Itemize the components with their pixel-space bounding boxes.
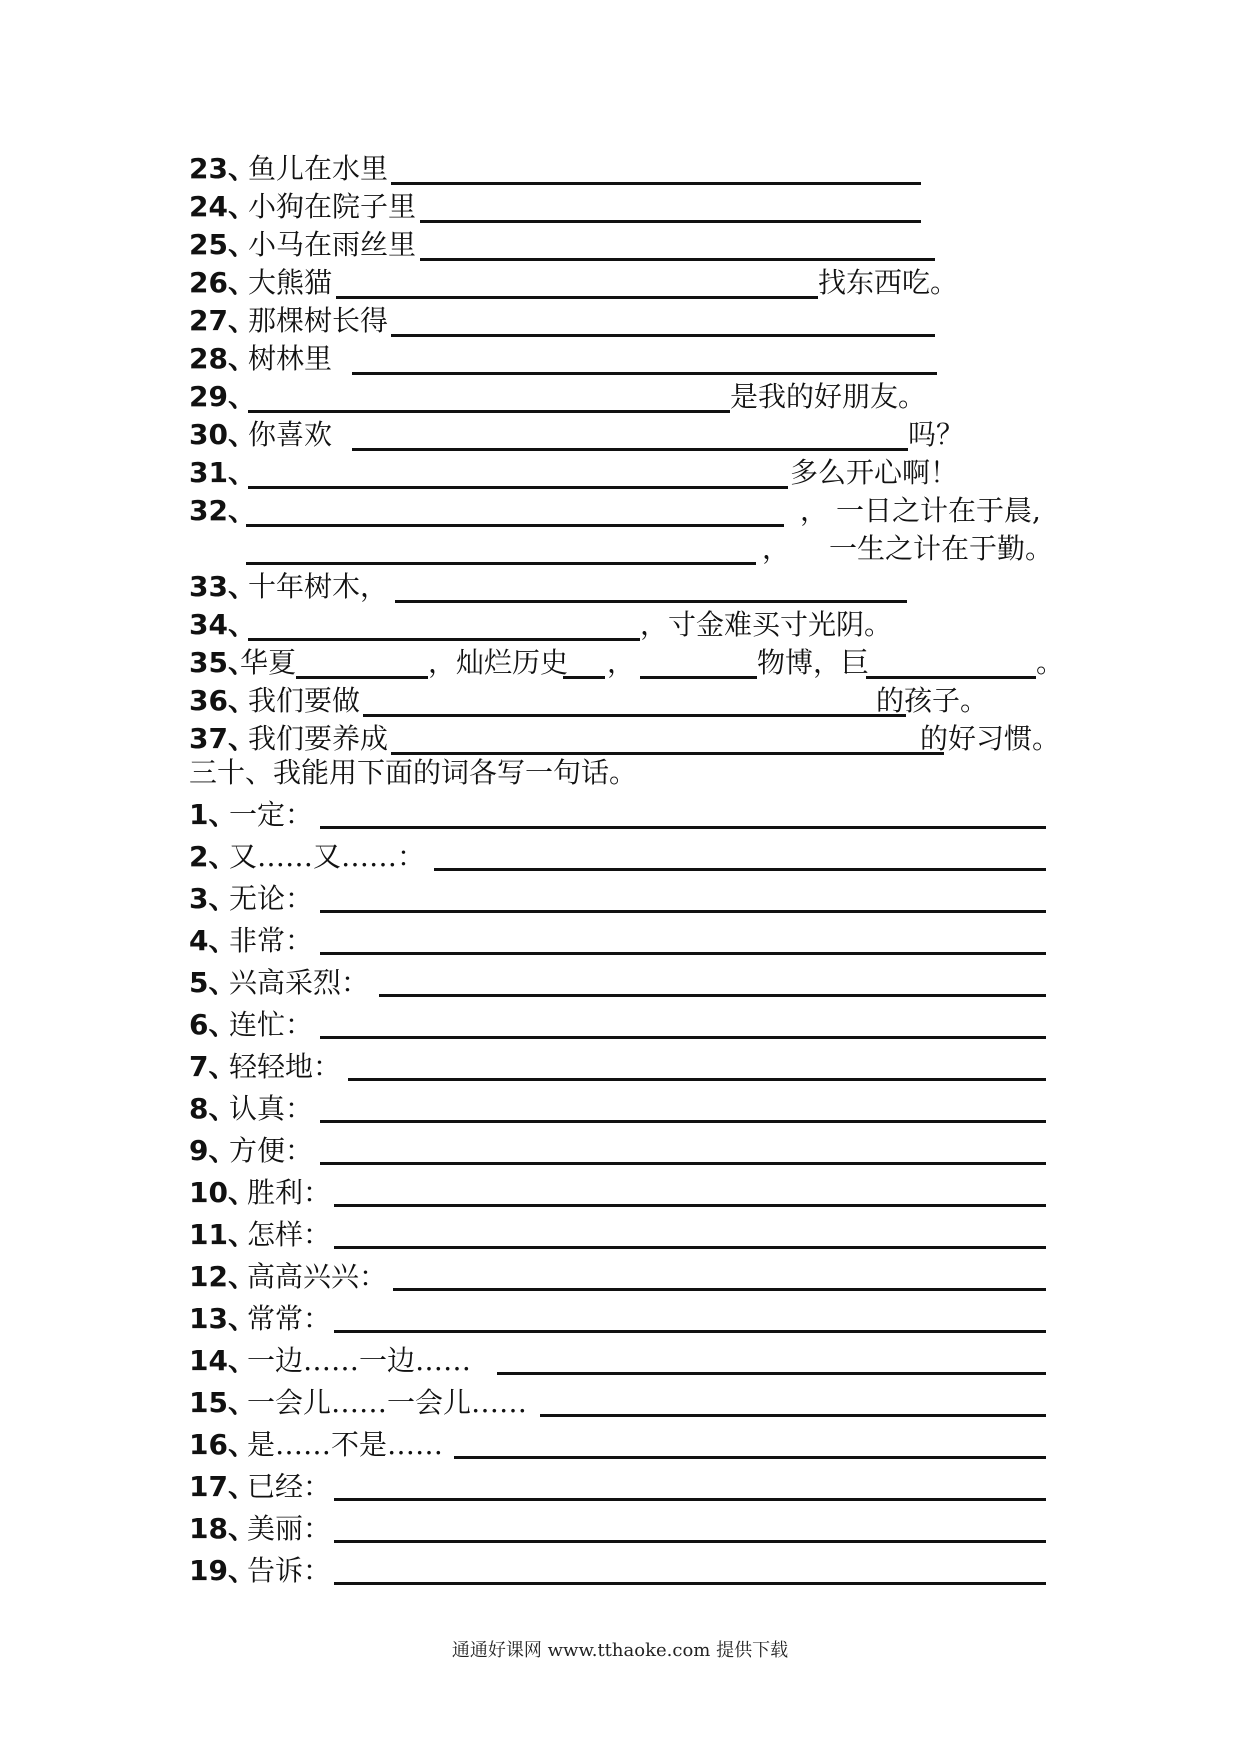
item-word: 胜利： bbox=[247, 1176, 332, 1209]
item-text: ，灿烂历史 bbox=[428, 646, 569, 679]
item-text: 你喜欢 bbox=[248, 418, 333, 451]
item-word: 是……不是…… bbox=[247, 1428, 444, 1461]
item-word: 已经： bbox=[247, 1470, 332, 1503]
item-text: 十年树木， bbox=[248, 570, 389, 603]
answer-line[interactable] bbox=[334, 1204, 1046, 1207]
item-comma: ， bbox=[762, 532, 791, 565]
item-text-after: ，寸金难买寸光阴。 bbox=[640, 608, 893, 641]
section-heading: 三十、我能用下面的词各写一句话。 bbox=[189, 756, 638, 789]
item-number: 14、 bbox=[189, 1344, 256, 1377]
item-word: 怎样： bbox=[247, 1218, 332, 1251]
answer-blank[interactable] bbox=[296, 676, 428, 679]
item-number: 4、 bbox=[189, 924, 237, 957]
item-text-after: 一生之计在于勤。 bbox=[829, 532, 1054, 565]
item-word: 一会儿……一会儿…… bbox=[247, 1386, 528, 1419]
item-text-after: 吗？ bbox=[908, 418, 965, 451]
item-text: 小狗在院子里 bbox=[248, 190, 417, 223]
item-number: 19、 bbox=[189, 1554, 256, 1587]
answer-line[interactable] bbox=[348, 1078, 1046, 1081]
item-word: 高高兴兴： bbox=[247, 1260, 388, 1293]
answer-blank[interactable] bbox=[420, 220, 921, 223]
item-number: 5、 bbox=[189, 966, 237, 999]
answer-blank[interactable] bbox=[246, 562, 756, 565]
item-number: 11、 bbox=[189, 1218, 256, 1251]
item-word: 认真： bbox=[229, 1092, 314, 1125]
item-number: 16、 bbox=[189, 1428, 256, 1461]
item-word: 美丽： bbox=[247, 1512, 332, 1545]
answer-line[interactable] bbox=[334, 1246, 1046, 1249]
item-number: 29、 bbox=[189, 380, 256, 413]
answer-line[interactable] bbox=[320, 826, 1046, 829]
item-number: 34、 bbox=[189, 608, 256, 641]
item-text: 大熊猫 bbox=[248, 266, 333, 299]
item-text: 树林里 bbox=[248, 342, 333, 375]
item-text: 物博，巨 bbox=[757, 646, 870, 679]
item-number: 30、 bbox=[189, 418, 256, 451]
item-word: 非常： bbox=[229, 924, 314, 957]
item-text: 我们要养成 bbox=[248, 722, 389, 755]
answer-blank[interactable] bbox=[248, 486, 788, 489]
item-word: 方便： bbox=[229, 1134, 314, 1167]
item-number: 9、 bbox=[189, 1134, 237, 1167]
answer-line[interactable] bbox=[320, 910, 1046, 913]
item-number: 7、 bbox=[189, 1050, 237, 1083]
item-number: 23、 bbox=[189, 152, 256, 185]
item-text-after: 一日之计在于晨, bbox=[836, 494, 1041, 527]
item-text-after: 的好习惯。 bbox=[920, 722, 1061, 755]
answer-line[interactable] bbox=[320, 1120, 1046, 1123]
answer-line[interactable] bbox=[320, 1036, 1046, 1039]
answer-blank[interactable] bbox=[352, 372, 937, 375]
item-number: 32、 bbox=[189, 494, 256, 527]
answer-line[interactable] bbox=[497, 1372, 1046, 1375]
answer-blank[interactable] bbox=[395, 600, 907, 603]
item-text: 华夏 bbox=[240, 646, 297, 679]
answer-blank[interactable] bbox=[640, 676, 757, 679]
item-number: 1、 bbox=[189, 798, 237, 831]
item-number: 24、 bbox=[189, 190, 256, 223]
item-text: 小马在雨丝里 bbox=[248, 228, 417, 261]
item-word: 常常： bbox=[247, 1302, 332, 1335]
answer-line[interactable] bbox=[334, 1498, 1046, 1501]
item-number: 3、 bbox=[189, 882, 237, 915]
item-word: 一边……一边…… bbox=[247, 1344, 472, 1377]
item-number: 8、 bbox=[189, 1092, 237, 1125]
item-word: 无论： bbox=[229, 882, 314, 915]
item-word: 兴高采烈： bbox=[229, 966, 370, 999]
answer-line[interactable] bbox=[434, 868, 1046, 871]
answer-blank[interactable] bbox=[563, 676, 605, 679]
answer-line[interactable] bbox=[379, 994, 1046, 997]
answer-blank[interactable] bbox=[352, 448, 908, 451]
answer-blank[interactable] bbox=[866, 676, 1036, 679]
item-word: 一定： bbox=[229, 798, 314, 831]
answer-line[interactable] bbox=[320, 1162, 1046, 1165]
answer-line[interactable] bbox=[454, 1456, 1046, 1459]
answer-blank[interactable] bbox=[391, 334, 935, 337]
item-number: 28、 bbox=[189, 342, 256, 375]
item-number: 13、 bbox=[189, 1302, 256, 1335]
item-number: 10、 bbox=[189, 1176, 256, 1209]
item-number: 17、 bbox=[189, 1470, 256, 1503]
item-number: 2、 bbox=[189, 840, 237, 873]
item-text-after: 多么开心啊！ bbox=[790, 456, 959, 489]
answer-blank[interactable] bbox=[336, 296, 818, 299]
page-footer: 通通好课网 www.tthaoke.com 提供下载 bbox=[451, 1640, 789, 1661]
item-number: 15、 bbox=[189, 1386, 256, 1419]
answer-blank[interactable] bbox=[391, 182, 921, 185]
answer-blank[interactable] bbox=[248, 638, 640, 641]
item-number: 25、 bbox=[189, 228, 256, 261]
item-number: 35、 bbox=[189, 646, 256, 679]
item-word: 告诉： bbox=[247, 1554, 332, 1587]
item-word: 轻轻地： bbox=[229, 1050, 342, 1083]
item-text: 那棵树长得 bbox=[248, 304, 389, 337]
item-text-after: 是我的好朋友。 bbox=[730, 380, 927, 413]
item-text-after: 的孩子。 bbox=[876, 684, 989, 717]
answer-line[interactable] bbox=[334, 1330, 1046, 1333]
answer-blank[interactable] bbox=[363, 714, 906, 717]
item-number: 33、 bbox=[189, 570, 256, 603]
item-word: 连忙： bbox=[229, 1008, 314, 1041]
item-number: 31、 bbox=[189, 456, 256, 489]
item-text: 我们要做 bbox=[248, 684, 361, 717]
item-text-after: 。 bbox=[1036, 646, 1065, 679]
item-number: 36、 bbox=[189, 684, 256, 717]
item-number: 37、 bbox=[189, 722, 256, 755]
answer-blank[interactable] bbox=[246, 524, 784, 527]
item-number: 18、 bbox=[189, 1512, 256, 1545]
item-number: 6、 bbox=[189, 1008, 237, 1041]
answer-line[interactable] bbox=[334, 1540, 1046, 1543]
answer-line[interactable] bbox=[540, 1414, 1046, 1417]
answer-line[interactable] bbox=[320, 952, 1046, 955]
item-text: 鱼儿在水里 bbox=[248, 152, 389, 185]
item-number: 26、 bbox=[189, 266, 256, 299]
answer-blank[interactable] bbox=[248, 410, 730, 413]
item-text-after: 找东西吃。 bbox=[818, 266, 959, 299]
item-text: ， bbox=[607, 646, 636, 679]
item-number: 27、 bbox=[189, 304, 256, 337]
answer-line[interactable] bbox=[334, 1582, 1046, 1585]
answer-line[interactable] bbox=[393, 1288, 1046, 1291]
answer-blank[interactable] bbox=[420, 258, 935, 261]
item-number: 12、 bbox=[189, 1260, 256, 1293]
item-comma: ， bbox=[800, 494, 829, 527]
item-word: 又……又……： bbox=[229, 840, 426, 873]
